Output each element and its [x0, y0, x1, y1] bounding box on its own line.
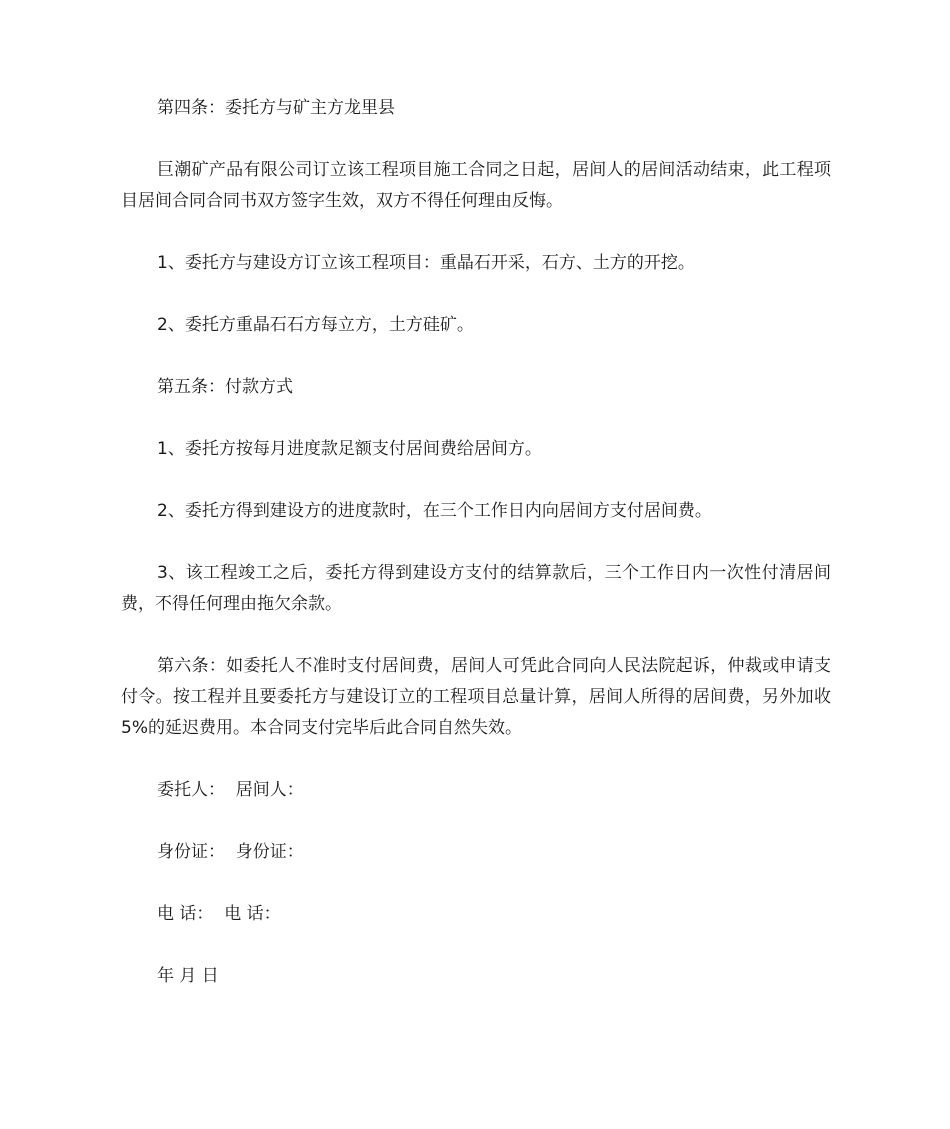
document-body: [121, 93, 831, 1023]
article-4-item-1: 1、委托方与建设方订立该工程项目：重晶石开采，石方、土方的开挖。: [157, 253, 695, 273]
article-4-text: 巨潮矿产品有限公司订立该工程项目施工合同之日起，居间人的居间活动结束，此工程项目居间合同合同书双方签字生效，双方不得任何理由反悔。: [121, 160, 831, 211]
signature-id-cards: 身份证： 身份证：: [157, 842, 304, 862]
article-5-item-1: 1、委托方按每月进度款足额支付居间费给居间方。: [157, 439, 542, 459]
article-5-item-3: 3、该工程竣工之后，委托方得到建设方支付的结算款后，三个工作日内一次性付清居间费，不得任何理由拖欠余款。: [121, 563, 831, 614]
article-4-item-2: 2、委托方重晶石石方每立方，土方硅矿。: [157, 315, 474, 335]
signature-date: 年 月 日: [157, 966, 219, 986]
article-6-text: 第六条：如委托人不准时支付居间费，居间人可凭此合同向人民法院起诉，仲裁或申请支付令。按工程并且要委托方与建设订立的工程项目总量计算，居间人所得的居间费，另外加收 5%的延迟费用。本合同支付完毕后此合同自然失效。: [121, 656, 831, 738]
signature-parties: 委托人： 居间人：: [157, 780, 304, 800]
signature-phones: 电 话： 电 话：: [157, 904, 281, 924]
article-4-heading: 第四条：委托方与矿主方龙里县: [157, 98, 395, 118]
article-5-item-2: 2、委托方得到建设方的进度款时，在三个工作日内向居间方支付居间费。: [157, 501, 712, 521]
article-5-heading: 第五条：付款方式: [157, 377, 293, 397]
